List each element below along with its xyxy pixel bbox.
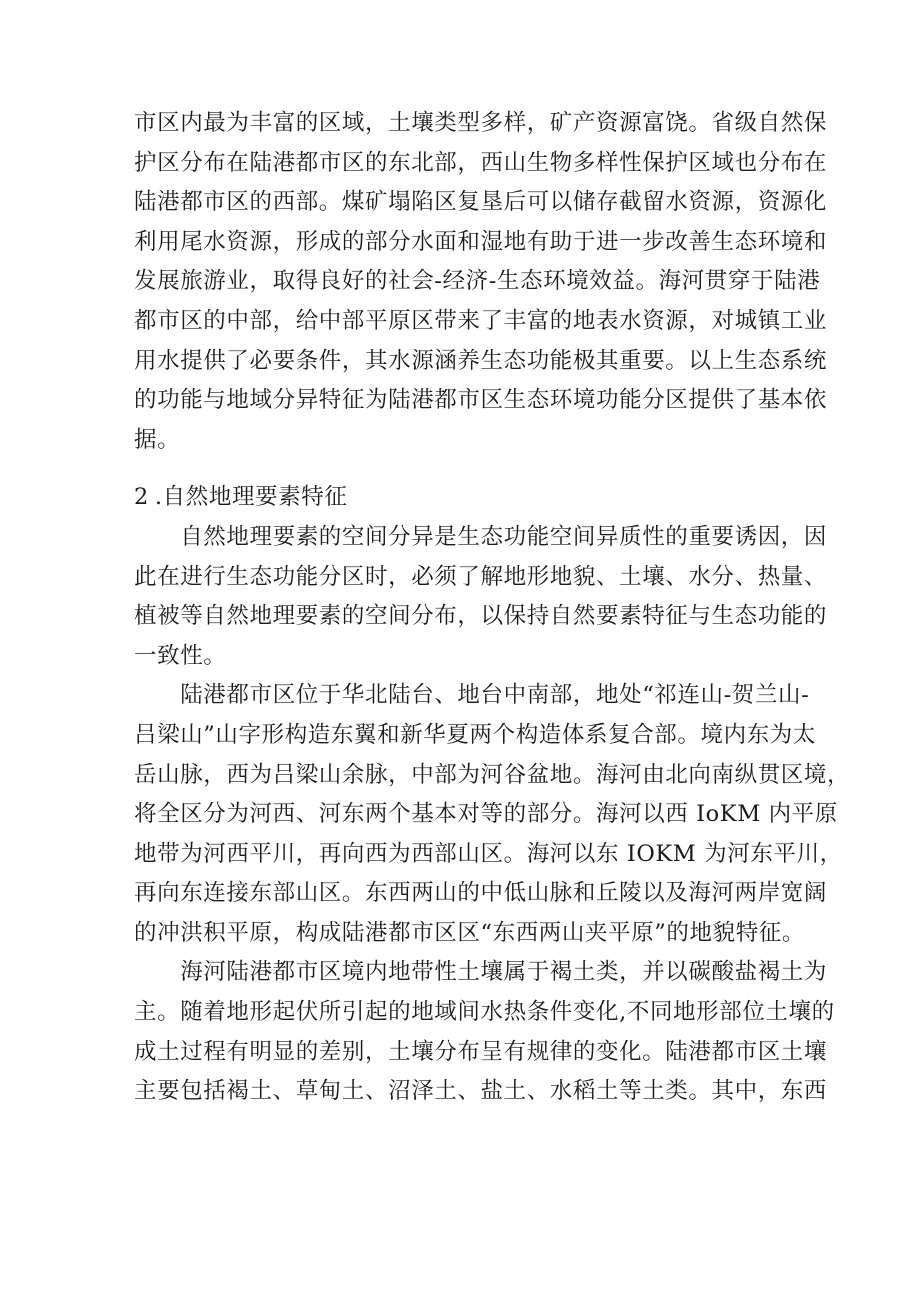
spacer (134, 460, 794, 478)
text-line: 成土过程有明显的差别，土壤分布呈有规律的变化。陆港都市区土壤 (134, 1038, 828, 1065)
text-line: 此在进行生态功能分区时，必须了解地形地貌、土壤、水分、热量、 (134, 563, 828, 590)
paragraph-landform (134, 676, 851, 953)
text-line: 自然地理要素的空间分异是生态功能空间异质性的重要诱因，因 (134, 523, 828, 550)
document-page (134, 104, 851, 1112)
text-line: 一致性。 (134, 642, 227, 669)
text-line: 的冲洪积平原，构成陆港都市区区“东西两山夹平原”的地貌特征。 (134, 919, 806, 946)
paragraph-soil (134, 953, 835, 1111)
section-heading (134, 478, 794, 518)
text-line: 海河陆港都市区境内地带性土壤属于褐土类，并以碳酸盐褐土为 (134, 959, 828, 986)
text-line: 主。随着地形起伏所引起的地域间水热条件变化,不同地形部位土壤的 (134, 999, 835, 1026)
text-line: 再向东连接东部山区。东西两山的中低山脉和丘陵以及海河两岸宽阔 (134, 880, 828, 907)
text-line: 陆港都市区的西部。煤矿塌陷区复垦后可以储存截留水资源，资源化 (134, 189, 828, 216)
section-number: 2 (134, 484, 149, 511)
text-line: 陆港都市区位于华北陆台、地台中南部，地处“祁连山-贺兰山- (134, 682, 810, 709)
text-line: 发展旅游业，取得良好的社会-经济-生态环境效益。海河贯穿于陆港 (134, 268, 821, 295)
text-line: 将全区分为河西、河东两个基本对等的部分。海河以西 IoKM 内平原 (134, 801, 838, 828)
text-line: 利用尾水资源，形成的部分水面和湿地有助于进一步改善生态环境和 (134, 228, 828, 255)
text-line: 用水提供了必要条件，其水源涵养生态功能极其重要。以上生态系统 (134, 347, 828, 374)
text-line: 的功能与地域分异特征为陆港都市区生态环境功能分区提供了基本依 (134, 387, 828, 414)
text-line: 护区分布在陆港都市区的东北部，西山生物多样性保护区域也分布在 (134, 149, 828, 176)
text-line: 植被等自然地理要素的空间分布，以保持自然要素特征与生态功能的 (134, 603, 828, 630)
section-title: .自然地理要素特征 (154, 484, 348, 511)
text-line: 地带为河西平川，再向西为西部山区。海河以东 IOKM 为河东平川， (134, 840, 843, 867)
text-line: 岳山脉，西为吕梁山余脉，中部为河谷盆地。海河由北向南纵贯区境， (134, 761, 851, 788)
text-line: 都市区的中部，给中部平原区带来了丰富的地表水资源，对城镇工业 (134, 307, 828, 334)
paragraph-spatial-differentiation (134, 518, 828, 676)
text-line: 据。 (134, 426, 181, 453)
text-line: 主要包括褐土、草甸土、沼泽土、盐土、水稻土等土类。其中，东西 (134, 1078, 828, 1105)
paragraph-ecosystem-functions (134, 104, 828, 460)
text-line: 吕梁山”山字形构造东翼和新华夏两个构造体系复合部。境内东为太 (134, 721, 817, 748)
text-line: 市区内最为丰富的区域，土壤类型多样，矿产资源富饶。省级自然保 (134, 110, 828, 136)
